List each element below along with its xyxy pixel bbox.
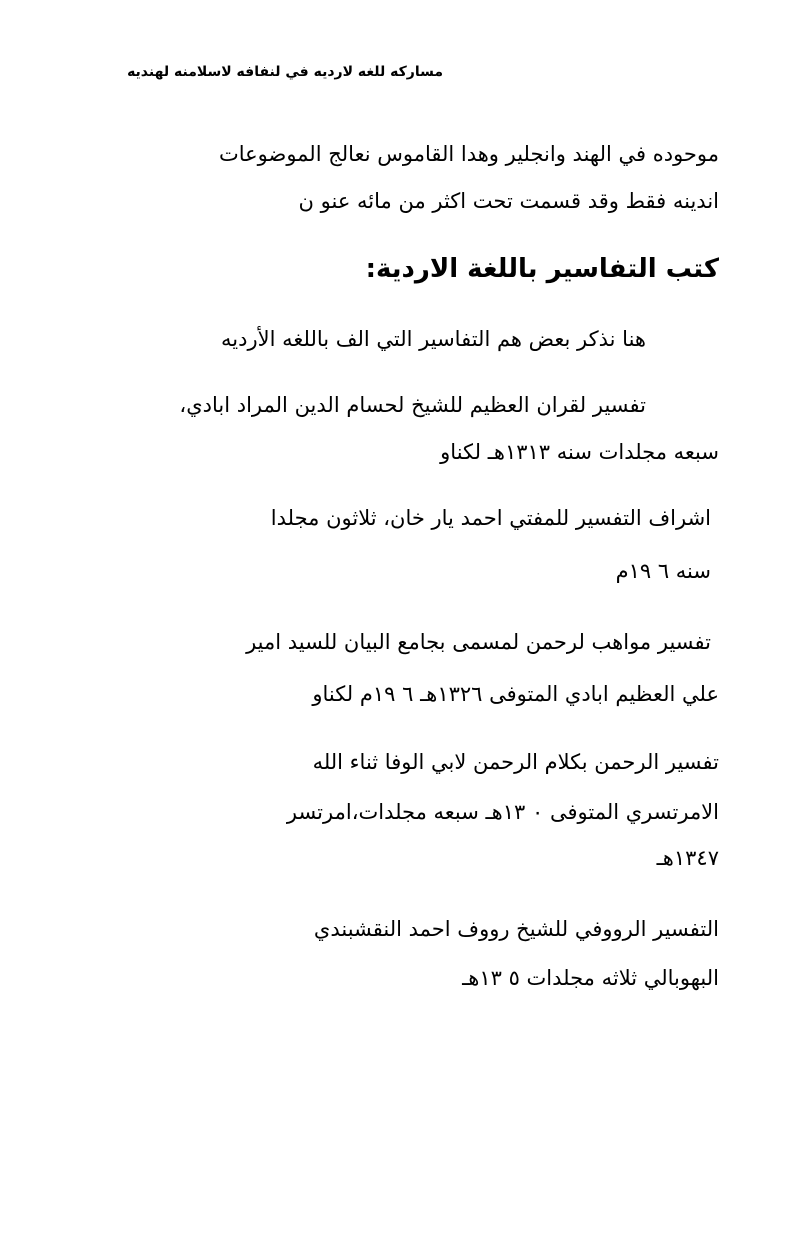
entry-4-line-2: الامرتسري المتوفى ٠ ١٣هـ سبعه مجلدات،امرتسر (286, 800, 719, 824)
entry-5-line-1: التفسير الرووفي للشيخ رووف احمد النقشبندي (313, 917, 719, 941)
entry-3-line-1: تفسير مواهب لرحمن لمسمى بجامع البيان للسيد امير (246, 630, 711, 654)
entry-1-line-1: تفسير لقران العظيم للشيخ لحسام الدين المراد ابادي، (179, 393, 646, 417)
entry-2-line-2: سنه ٦ ١٩م (615, 559, 711, 583)
section-heading: كتب التفاسير باللغة الاردية: (365, 254, 719, 284)
entry-2-line-1: اشراف التفسير للمفتي احمد يار خان، ثلاثون مجلدا (270, 506, 711, 530)
entry-4-line-3: ١٣٤٧هـ (656, 846, 719, 870)
entry-1-line-2: سبعه مجلدات سنه ١٣١٣هـ لكناو (440, 440, 719, 464)
section-intro: هنا نذكر بعض هم التفاسير التي الف باللغه الأرديه (221, 327, 646, 351)
intro-line-1: موحوده في الهند وانجلير وهدا القاموس نعالج الموضوعات (218, 142, 719, 166)
entry-3-line-2: علي العظيم ابادي المتوفى ١٣٢٦هـ ٦ ١٩م لكناو (312, 682, 719, 706)
intro-line-2: اندينه فقط وقد قسمت تحت اكثر من مائه عنو ن (298, 189, 719, 213)
entry-4-line-1: تفسير الرحمن بكلام الرحمن لابي الوفا ثناء الله (312, 750, 719, 774)
running-header: مساركه للغه لارديه في لنفافه لاسلامنه لهنديه (127, 64, 443, 80)
entry-5-line-2: البهوبالي ثلاثه مجلدات ٥ ١٣هـ (462, 966, 719, 990)
